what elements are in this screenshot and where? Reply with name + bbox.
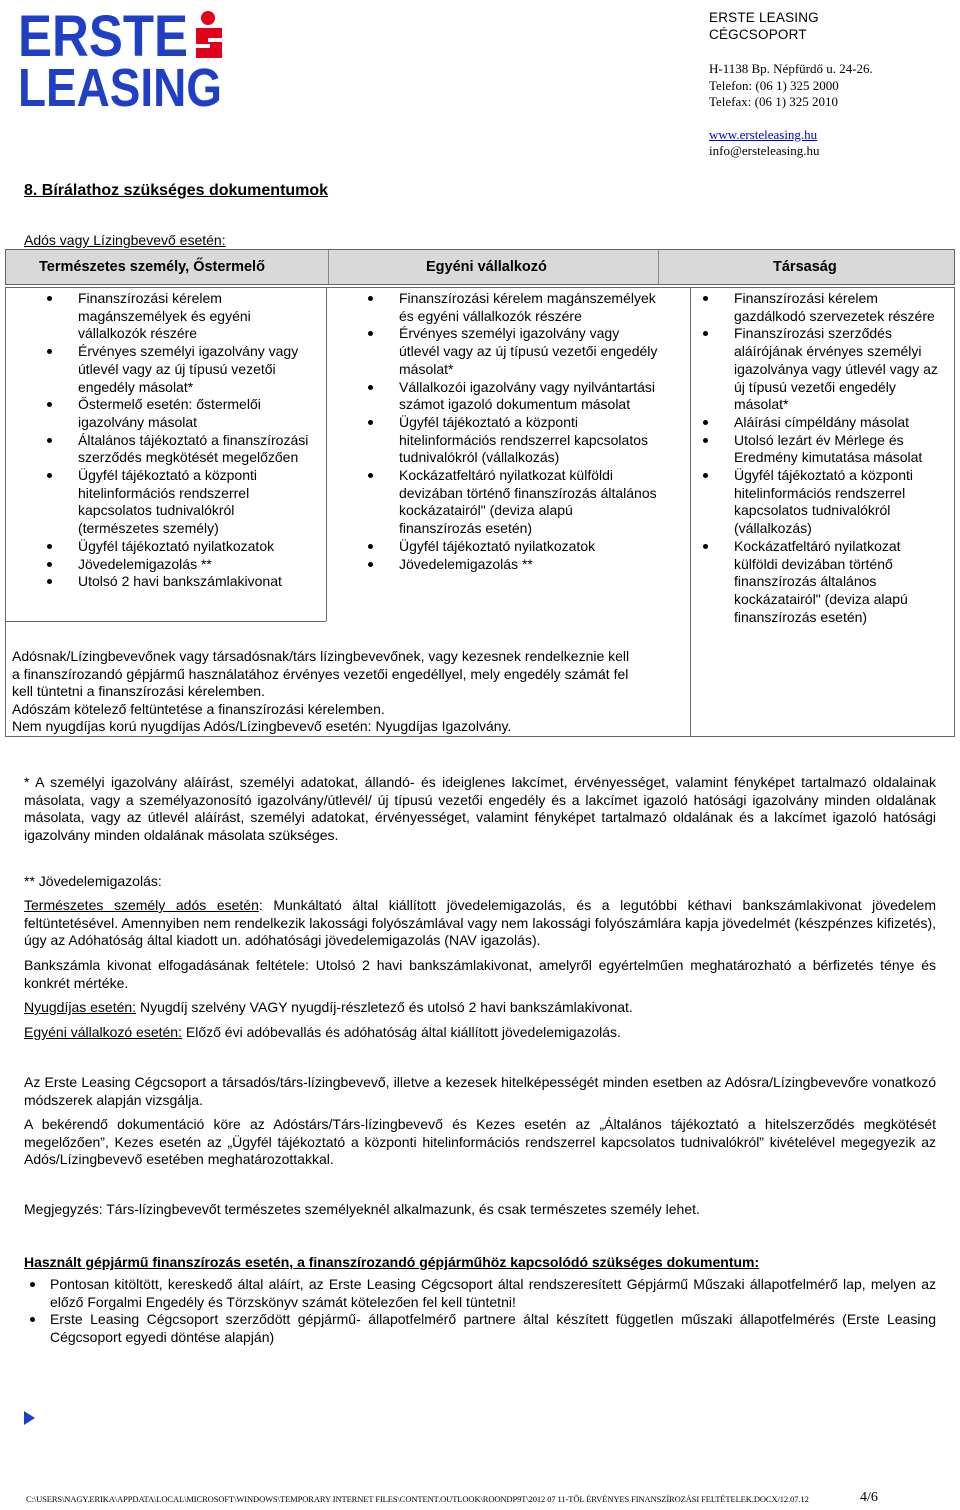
sole-trader-docs bbox=[399, 290, 659, 573]
list-item: Erste Leasing Cégcsoport szerződött gépjármű- állapotfelmérő partnere által készített független műszaki állapotfelmérés (Erste Leasing Cégcsoport egyedi döntése alapján) bbox=[50, 1311, 936, 1345]
list-item: Ügyfél tájékoztató nyilatkozatok bbox=[78, 538, 318, 556]
footnote-income-title: ** Jövedelemigazolás: bbox=[24, 873, 162, 889]
sparkasse-s-icon bbox=[196, 11, 222, 58]
income-sole-trader bbox=[24, 1024, 936, 1042]
erste-leasing-logo bbox=[18, 4, 224, 118]
note-line: Adósnak/Lízingbevevőnek vagy társadósnak/társ lízingbevevőnek, vagy kezesnek rendelkeznie kell a finanszírozandó gépjármű használatához érvényes vezetői engedéllyel, mely engedély számát fel kell tüntetni a finanszírozási kérelemben. bbox=[12, 648, 630, 699]
income-natural-person bbox=[24, 897, 936, 950]
table-header bbox=[5, 249, 955, 285]
company-phone: Telefon: (06 1) 325 2000 bbox=[709, 77, 839, 93]
list-item: Vállalkozói igazolvány vagy nyilvántartási számot igazoló dokumentum másolat bbox=[399, 379, 659, 414]
company-name-1: ERSTE LEASING bbox=[709, 10, 819, 25]
list-item: Ügyfél tájékoztató nyilatkozatok bbox=[399, 538, 659, 556]
list-item: Érvényes személyi igazolvány vagy útlevél vagy az új típusú vezetői engedély másolat* bbox=[78, 343, 318, 396]
list-item: Pontosan kitöltött, kereskedő által aláírt, az Erste Leasing Cégcsoport által rendszeresített Gépjármű Műszaki állapotfelmérő lap, melyen az előző Forgalmi Engedély és Törzskönyv számát kötelezően fel kell tüntetni! bbox=[50, 1276, 936, 1310]
list-item: Finanszírozási kérelem magánszemélyek és egyéni vállalkozók részére bbox=[399, 290, 659, 325]
list-item: Érvényes személyi igazolvány vagy útlevél vagy az új típusú vezetői engedély másolat* bbox=[399, 325, 658, 377]
logo-line2: LEASING bbox=[18, 58, 222, 118]
sub-title: Adós vagy Lízingbevevő esetén: bbox=[24, 232, 226, 248]
company-name-2: CÉGCSOPORT bbox=[709, 27, 807, 42]
list-item: Ügyfél tájékoztató a központi hitelinformációs rendszerrel kapcsolatos tudnivalókról (vállalkozás) bbox=[734, 467, 946, 538]
table-note bbox=[12, 648, 632, 736]
income-sole-trader-label: Egyéni vállalkozó esetén: bbox=[24, 1024, 182, 1040]
header-company: Társaság bbox=[773, 259, 837, 275]
used-car-docs bbox=[50, 1276, 936, 1346]
footnote-id-card: * A személyi igazolvány aláírást, személyi adatokat, állandó- és ideiglenes lakcímet, érvényességet, valamint fényképet tartalmazó oldalainak másolata, vagy a személyazonosító igazolvány/útlevél/ új típusú vezetői engedély és a lakcímet igazoló hatósági igazolvány minden oldalának másolata, vagy az útlevél aláírást, személyi adatokat, érvényességet, valamint fényképet tartalmazó oldalának és a lakcímet igazoló hatósági igazolvány minden oldalának másolata szükséges. bbox=[24, 774, 936, 843]
natural-person-docs bbox=[78, 290, 318, 591]
logo-line1: ERSTE bbox=[18, 4, 188, 69]
note-line: Adószám kötelező feltüntetése a finanszírozási kérelemben. bbox=[12, 700, 385, 717]
list-item: Általános tájékoztató a finanszírozási szerződés megkötését megelőzően bbox=[78, 432, 318, 467]
list-item: Kockázatfeltáró nyilatkozat külföldi devizában történő finanszírozás általános kockázatairól" (deviza alapú finanszírozás esetén) bbox=[734, 538, 946, 627]
section-title: 8. Bírálathoz szükséges dokumentumok bbox=[24, 182, 329, 199]
arrow-right-icon bbox=[24, 1411, 35, 1425]
footer-page-number: 4/6 bbox=[860, 1490, 878, 1505]
company-fax: Telefax: (06 1) 325 2010 bbox=[709, 94, 839, 109]
note-line: Nem nyugdíjas korú nyugdíjas Adós/Lízingbevevő esetén: Nyugdíjas Igazolvány. bbox=[12, 718, 512, 734]
company-info bbox=[709, 9, 949, 160]
income-natural-person-text: : Munkáltató által kiállított jövedelemigazolás, és a legutóbbi kéthavi bankszámlakivonat jövedelem feltüntetésével. Amennyiben nem rendelkezik lakossági folyószámlával vagy nem lakossági folyószámlára kapja jövedelmét (készpénzes kifizetés), úgy az Adóhatóság által kiadott un. adóhatósági jövedelemigazolás (NAV igazolás). bbox=[24, 897, 936, 948]
para-remark: Megjegyzés: Társ-lízingbevevőt természetes személyeknél alkalmazunk, és csak természetes személy lehet. bbox=[24, 1201, 700, 1217]
list-item: Ügyfél tájékoztató a központi hitelinformációs rendszerrel kapcsolatos tudnivalókról (vállalkozás) bbox=[399, 414, 659, 467]
income-bank-statement: Bankszámla kivonat elfogadásának feltétele: Utolsó 2 havi bankszámlakivonat, amelyről egyértelműen meghatározható a bérfizetés ténye és konkrét mértéke. bbox=[24, 957, 936, 991]
income-natural-person-label: Természetes személy adós esetén bbox=[24, 897, 259, 913]
income-pensioner bbox=[24, 999, 936, 1017]
income-sole-trader-text: Előző évi adóbevallás és adóhatóság által kiállított jövedelemigazolás. bbox=[182, 1024, 621, 1040]
list-item: Finanszírozási kérelem magánszemélyek és egyéni vállalkozók részére bbox=[78, 290, 318, 343]
list-item: Ügyfél tájékoztató a központi hitelinformációs rendszerrel kapcsolatos tudnivalókról (természetes személy) bbox=[78, 467, 318, 538]
list-item: Aláírási címpéldány másolat bbox=[734, 414, 946, 432]
list-item: Finanszírozási szerződés aláírójának érvényes személyi igazolványa vagy útlevél vagy az új típusú vezetői engedély másolat* bbox=[734, 325, 946, 414]
para-group-creditworthiness: Az Erste Leasing Cégcsoport a társadós/társ-lízingbevevő, illetve a kezesek hitelképességét minden esetben az Adósra/Lízingbevevőre vonatkozó módszerek alapján vizsgálja. bbox=[24, 1074, 936, 1108]
used-car-title: Használt gépjármű finanszírozás esetén, a finanszírozandó gépjárműhöz kapcsolódó szükséges dokumentum: bbox=[24, 1254, 760, 1270]
list-item: Őstermelő esetén: őstermelői igazolvány másolat bbox=[78, 396, 318, 431]
list-item: Kockázatfeltáró nyilatkozat külföldi devizában történő finanszírozás általános kockázatairól" (deviza alapú finanszírozás esetén) bbox=[399, 467, 659, 538]
income-pensioner-text: Nyugdíj szelvény VAGY nyugdíj-részletező és utolsó 2 havi bankszámlakivonat. bbox=[136, 999, 633, 1015]
list-item: Utolsó 2 havi bankszámlakivonat bbox=[78, 573, 318, 591]
para-documentation-scope: A bekérendő dokumentáció köre az Adóstárs/Társ-lízingbevevő és Kezes esetén az „Általános tájékoztató a hitelszerződés megkötését megelőzően”, Kezes esetén az „Ügyfél tájékoztató a központi hitelinformációs rendszerrel kapcsolatos tudnivalókról” kivételével megegyezik az Adós/Lízingbevevő esetében meghatározottakkal. bbox=[24, 1116, 936, 1167]
company-docs bbox=[734, 290, 946, 626]
list-item: Jövedelemigazolás ** bbox=[78, 556, 318, 574]
income-pensioner-label: Nyugdíjas esetén: bbox=[24, 999, 137, 1015]
company-email[interactable]: info@ersteleasing.hu bbox=[709, 143, 820, 158]
list-item: Finanszírozási kérelem gazdálkodó szervezetek részére bbox=[734, 290, 946, 325]
footer-file-path: C:\USERS\NAGY.ERIKA\APPDATA\LOCAL\MICROSOFT\WINDOWS\TEMPORARY INTERNET FILES\CONTENT.OUTLOOK\ROONDP9T\2012 07 11-TŐL ÉRVÉNYES FINANSZÍROZÁSI FELTÉTELEK.DOCX/12.07.12 bbox=[26, 1494, 809, 1504]
list-item: Jövedelemigazolás ** bbox=[399, 556, 659, 574]
company-website-link[interactable]: www.ersteleasing.hu bbox=[709, 126, 818, 142]
header-natural-person: Természetes személy, Őstermelő bbox=[39, 259, 265, 275]
company-address: H-1138 Bp. Népfürdő u. 24-26. bbox=[709, 61, 873, 76]
list-item: Utolsó lezárt év Mérlege és Eredmény kimutatása másolat bbox=[734, 432, 946, 467]
header-sole-trader: Egyéni vállalkozó bbox=[426, 259, 547, 275]
